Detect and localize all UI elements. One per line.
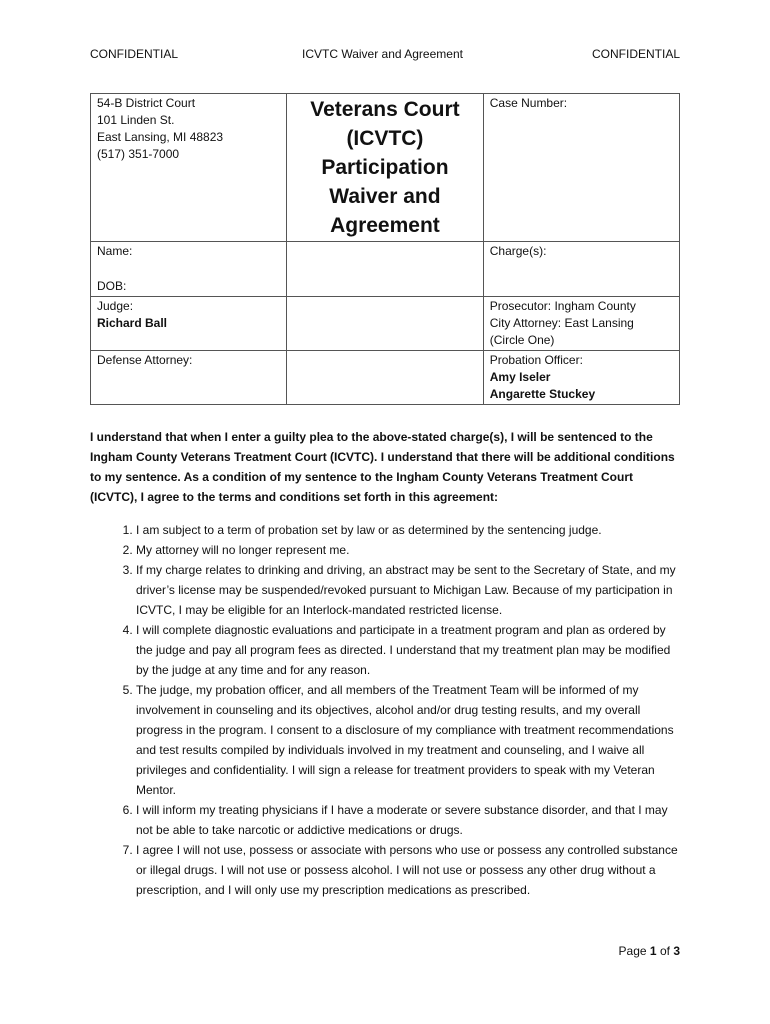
probation-officer-label: Probation Officer: bbox=[489, 353, 583, 367]
judge-label: Judge: bbox=[97, 299, 134, 313]
probation-officer-name: Angarette Stuckey bbox=[489, 387, 596, 401]
term-item: 7. I agree I will not use, possess or associate with persons who use or possess any controlled substance or illegal drugs. I will not use or possess alcohol. I will not use or possess any other drug without a prescription, and I will only use my prescription medications as prescribed. bbox=[136, 840, 680, 900]
title-line: Veterans Court bbox=[310, 98, 460, 121]
of-label: of bbox=[659, 944, 670, 958]
document-title-cell bbox=[287, 94, 484, 242]
defense-attorney-cell bbox=[91, 351, 287, 405]
judge-cell bbox=[91, 297, 287, 351]
court-street: 101 Linden St. bbox=[97, 113, 175, 127]
terms-list bbox=[90, 520, 680, 900]
probation-officer-name: Amy Iseler bbox=[489, 370, 551, 384]
term-item: 1. I am subject to a term of probation set by law or as determined by the sentencing judge. bbox=[136, 520, 680, 540]
term-item: 5. The judge, my probation officer, and all members of the Treatment Team will be informed of my involvement in counseling and its objectives, alcohol and/or drug testing results, and my overall progress in the program. I consent to a disclosure of my compliance with treatment recommendations and test results compiled by individuals involved in my treatment and counseling, and I waive all privileges and confidentiality. I will sign a release for treatment providers to speak with my Veteran Mentor. bbox=[136, 680, 680, 800]
header-right-confidential: CONFIDENTIAL bbox=[591, 47, 680, 61]
page-footer bbox=[619, 944, 680, 958]
name-dob-cell[interactable] bbox=[91, 242, 287, 297]
header-left-confidential: CONFIDENTIAL bbox=[90, 47, 179, 61]
title-line: Participation bbox=[321, 156, 449, 179]
prosecutor-cell[interactable] bbox=[483, 297, 679, 351]
defense-attorney-label: Defense Attorney: bbox=[97, 353, 193, 367]
case-number-cell[interactable] bbox=[483, 94, 679, 242]
term-item: 3. If my charge relates to drinking and driving, an abstract may be sent to the Secretary of State, and my driver’s license may be suspended/revoked pursuant to Michigan Law. Because of my participation in ICVTC, I may be eligible for an Interlock-mandated restricted license. bbox=[136, 560, 680, 620]
name-value-cell[interactable] bbox=[287, 242, 484, 297]
case-number-label: Case Number: bbox=[489, 96, 568, 110]
probation-officer-cell bbox=[483, 351, 679, 405]
dob-label: DOB: bbox=[97, 279, 127, 293]
charges-cell[interactable] bbox=[483, 242, 679, 297]
page-label: Page bbox=[618, 944, 647, 958]
prosecutor-option[interactable]: Prosecutor: Ingham County bbox=[489, 299, 636, 313]
judge-value-cell[interactable] bbox=[287, 297, 484, 351]
page-header bbox=[90, 47, 680, 61]
term-item: 2. My attorney will no longer represent me. bbox=[136, 540, 680, 560]
term-item: 4. I will complete diagnostic evaluations and participate in a treatment program and plan as ordered by the judge and pay all program fees as directed. I understand that my treatment plan may be modified by the judge at any time and for any reason. bbox=[136, 620, 680, 680]
title-line: Agreement bbox=[330, 214, 440, 237]
city-attorney-option[interactable]: City Attorney: East Lansing bbox=[489, 316, 634, 330]
intro-paragraph: I understand that when I enter a guilty plea to the above-stated charge(s), I will be sentenced to the Ingham County Veterans Treatment Court (ICVTC). I understand that there will be additional conditions to my sentence. As a condition of my sentence to the Ingham County Veterans Treatment Court (ICVTC), I agree to the terms and conditions set forth in this agreement: bbox=[90, 430, 675, 504]
court-phone: (517) 351-7000 bbox=[97, 147, 180, 161]
case-info-table bbox=[90, 93, 680, 405]
charges-label: Charge(s): bbox=[489, 244, 547, 258]
term-item: 6. I will inform my treating physicians if I have a moderate or severe substance disorder, and that I may not be able to take narcotic or addictive medications or drugs. bbox=[136, 800, 680, 840]
title-line: Waiver and bbox=[329, 185, 441, 208]
court-name: 54-B District Court bbox=[97, 96, 196, 110]
header-document-title: ICVTC Waiver and Agreement bbox=[302, 47, 463, 61]
defense-attorney-value-cell[interactable] bbox=[287, 351, 484, 405]
title-line: (ICVTC) bbox=[346, 127, 424, 150]
name-label: Name: bbox=[97, 244, 133, 258]
circle-one-note: (Circle One) bbox=[489, 333, 555, 347]
page-current: 1 bbox=[649, 944, 657, 958]
court-city: East Lansing, MI 48823 bbox=[97, 130, 224, 144]
page-total: 3 bbox=[673, 944, 680, 958]
court-address-cell bbox=[91, 94, 287, 242]
judge-value: Richard Ball bbox=[97, 316, 168, 330]
